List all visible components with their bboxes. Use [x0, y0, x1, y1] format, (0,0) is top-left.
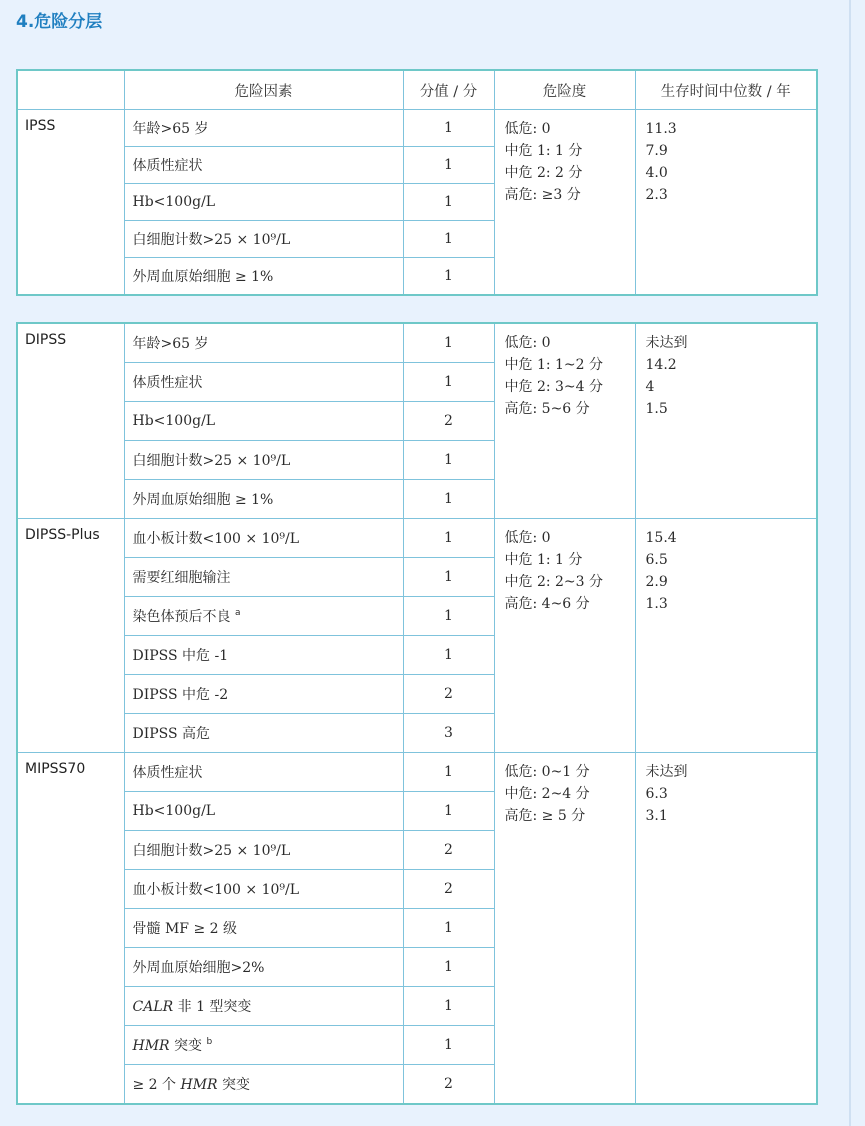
- table-row: [17, 519, 817, 558]
- survival-value: 未达到: [645, 335, 688, 351]
- scrollbar[interactable]: [849, 0, 851, 1126]
- risk-score: 1: [403, 909, 494, 948]
- risk-score: 2: [403, 1065, 494, 1105]
- survival-value: 4: [645, 379, 655, 395]
- risk-level: 高危: 4~6 分: [504, 596, 590, 612]
- risk-factor: 体质性症状: [124, 753, 403, 792]
- header-factor: 危险因素: [124, 70, 403, 110]
- survival-value: 2.3: [645, 187, 668, 203]
- risk-level: 中危 2: 2~3 分: [504, 574, 604, 590]
- system-name: MIPSS70: [17, 753, 124, 1105]
- risk-score: 1: [403, 1026, 494, 1065]
- risk-level: 中危 2: 2 分: [504, 165, 583, 181]
- risk-factor: 年龄>65 岁: [124, 323, 403, 363]
- survival-value: 1.5: [645, 401, 668, 417]
- risk-level: 低危: 0: [504, 530, 551, 546]
- footnote-marker: a: [234, 608, 241, 618]
- risk-level: 高危: ≥ 5 分: [504, 808, 586, 824]
- risk-score: 2: [403, 675, 494, 714]
- survival-value: 15.4: [645, 530, 677, 546]
- survival-value: 未达到: [645, 764, 688, 780]
- system-name: DIPSS: [17, 323, 124, 519]
- risk-factor: 白细胞计数>25 × 10⁹/L: [124, 441, 403, 480]
- table-row: [17, 110, 817, 147]
- risk-factor: DIPSS 中危 -2: [124, 675, 403, 714]
- risk-factor-text: 染色体预后不良: [132, 609, 231, 625]
- risk-factor: 白细胞计数>25 × 10⁹/L: [124, 221, 403, 258]
- header-score: 分值 / 分: [403, 70, 494, 110]
- risk-factor: Hb<100g/L: [124, 402, 403, 441]
- risk-levels: [494, 519, 635, 753]
- risk-factor-text: 非 1 型突变: [173, 999, 252, 1015]
- risk-score: 1: [403, 753, 494, 792]
- risk-levels: [494, 110, 635, 296]
- survival-value: 2.9: [645, 574, 668, 590]
- survival-value: 11.3: [645, 121, 677, 137]
- survival-values: [635, 753, 817, 1105]
- risk-factor: 白细胞计数>25 × 10⁹/L: [124, 831, 403, 870]
- table-row: [17, 323, 817, 363]
- survival-value: 1.3: [645, 596, 668, 612]
- table-header-row: [17, 70, 817, 110]
- header-system: [17, 70, 124, 110]
- risk-level: 中危: 2~4 分: [504, 786, 590, 802]
- risk-score: 1: [403, 147, 494, 184]
- risk-level: 中危 1: 1~2 分: [504, 357, 604, 373]
- risk-factor: 外周血原始细胞 ≥ 1%: [124, 480, 403, 519]
- risk-level: 低危: 0: [504, 335, 551, 351]
- risk-factor: 年龄>65 岁: [124, 110, 403, 147]
- risk-factor: 血小板计数<100 × 10⁹/L: [124, 519, 403, 558]
- system-name: IPSS: [17, 110, 124, 296]
- ipss-risk-table: [16, 69, 818, 296]
- risk-level: 中危 1: 1 分: [504, 552, 583, 568]
- header-level: 危险度: [494, 70, 635, 110]
- risk-score: 1: [403, 110, 494, 147]
- survival-value: 4.0: [645, 165, 668, 181]
- risk-score: 3: [403, 714, 494, 753]
- risk-level: 低危: 0: [504, 121, 551, 137]
- risk-score: 1: [403, 519, 494, 558]
- risk-score: 1: [403, 792, 494, 831]
- dipss-mipss-risk-table: [16, 322, 818, 1105]
- risk-score: 1: [403, 184, 494, 221]
- risk-factor: [124, 987, 403, 1026]
- risk-factor: 体质性症状: [124, 363, 403, 402]
- risk-score: 2: [403, 402, 494, 441]
- risk-score: 1: [403, 258, 494, 296]
- risk-score: 1: [403, 558, 494, 597]
- risk-score: 1: [403, 480, 494, 519]
- survival-values: [635, 519, 817, 753]
- risk-levels: [494, 323, 635, 519]
- risk-factor-text: 突变: [217, 1077, 251, 1093]
- risk-factor: 体质性症状: [124, 147, 403, 184]
- risk-level: 高危: ≥3 分: [504, 187, 581, 203]
- risk-score: 1: [403, 323, 494, 363]
- header-survival: 生存时间中位数 / 年: [635, 70, 817, 110]
- risk-level: 高危: 5~6 分: [504, 401, 590, 417]
- survival-value: 3.1: [645, 808, 668, 824]
- risk-factor: 外周血原始细胞 ≥ 1%: [124, 258, 403, 296]
- risk-score: 1: [403, 221, 494, 258]
- risk-factor: DIPSS 高危: [124, 714, 403, 753]
- risk-score: 1: [403, 636, 494, 675]
- risk-factor: 骨髓 MF ≥ 2 级: [124, 909, 403, 948]
- survival-value: 6.5: [645, 552, 668, 568]
- gene-name: HMR: [132, 1038, 170, 1054]
- survival-value: 6.3: [645, 786, 668, 802]
- risk-score: 2: [403, 831, 494, 870]
- risk-factor: 需要红细胞输注: [124, 558, 403, 597]
- risk-score: 1: [403, 363, 494, 402]
- risk-factor: Hb<100g/L: [124, 792, 403, 831]
- risk-score: 2: [403, 870, 494, 909]
- risk-score: 1: [403, 597, 494, 636]
- system-name: DIPSS-Plus: [17, 519, 124, 753]
- risk-factor: [124, 597, 403, 636]
- risk-score: 1: [403, 948, 494, 987]
- gene-name: CALR: [132, 999, 174, 1015]
- risk-level: 低危: 0~1 分: [504, 764, 590, 780]
- risk-factor: [124, 1065, 403, 1105]
- risk-level: 中危 1: 1 分: [504, 143, 583, 159]
- survival-value: 14.2: [645, 357, 677, 373]
- footnote-marker: b: [206, 1037, 213, 1047]
- risk-factor-text: ≥ 2 个: [132, 1077, 181, 1093]
- risk-factor-text: 突变: [169, 1038, 203, 1054]
- risk-factor: 血小板计数<100 × 10⁹/L: [124, 870, 403, 909]
- risk-factor: 外周血原始细胞>2%: [124, 948, 403, 987]
- survival-value: 7.9: [645, 143, 668, 159]
- table-row: [17, 753, 817, 792]
- risk-factor: [124, 1026, 403, 1065]
- risk-factor: DIPSS 中危 -1: [124, 636, 403, 675]
- risk-levels: [494, 753, 635, 1105]
- survival-values: [635, 110, 817, 296]
- gene-name: HMR: [180, 1077, 218, 1093]
- risk-score: 1: [403, 987, 494, 1026]
- section-title: 4.危险分层: [16, 12, 103, 32]
- risk-level: 中危 2: 3~4 分: [504, 379, 604, 395]
- survival-values: [635, 323, 817, 519]
- risk-score: 1: [403, 441, 494, 480]
- risk-factor: Hb<100g/L: [124, 184, 403, 221]
